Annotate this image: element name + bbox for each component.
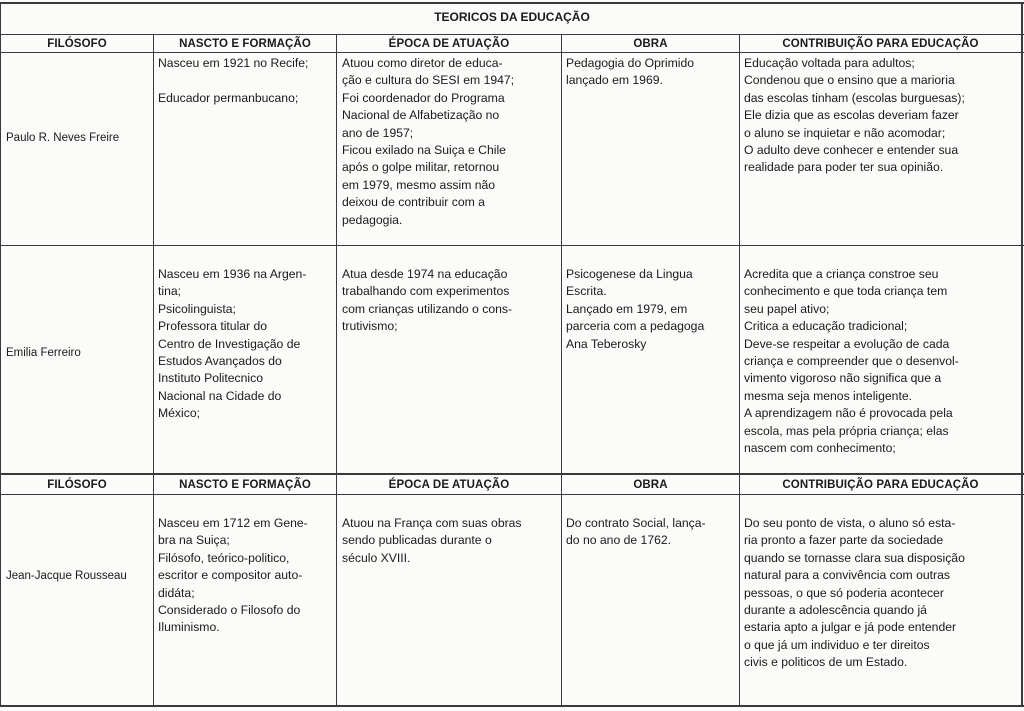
header2-nascimento: NASCTO E FORMAÇÃO [179,479,311,491]
header2-contribuicao: CONTRIBUIÇÃO PARA EDUCAÇÃO [782,479,979,491]
rule-col2 [336,34,337,707]
row3-obra: Do contrato Social, lança- do no ano de 1762. [566,516,706,548]
row2-filosofo: Emilia Ferreiro [6,347,81,359]
rule-top [0,2,1024,4]
header2-filosofo: FILÓSOFO [47,479,107,491]
row1-contribuicao: Educação voltada para adultos; Condenou que o ensino que a marioria das escolas tinham (escolas burguesas); Ele dizia que as escolas deveriam fazer o aluno se inquietar e não acomodar; O adulto deve conhecer e entender sua realidade para poder ter sua opinião. [744,56,965,175]
table-title: TEORICOS DA EDUCAÇÃO [434,10,590,24]
header2-obra: OBRA [633,479,668,491]
rule-col4 [739,34,740,707]
header-contribuicao: CONTRIBUIÇÃO PARA EDUCAÇÃO [782,38,979,50]
rule-right [1021,2,1023,707]
header-epoca: ÉPOCA DE ATUAÇÃO [388,38,510,50]
row2-obra: Psicogenese da Lingua Escrita. Lançado em 1979, em parceria com a pedagoga Ana Teberosky [566,267,705,351]
rule-col1 [153,34,154,707]
header-filosofo: FILÓSOFO [47,38,107,50]
rule-col3 [561,34,562,707]
rule-left [0,2,1,707]
row3-contribuicao: Do seu ponto de vista, o aluno só esta- ria pronto a fazer parte da sociedade quando se tornasse clara sua disposição natural para a convivência com outras pessoas, o que só poderia acontecer durante a adolescência quando já estaria apto a julgar e já pode entender o que já um individuo e ter direitos civis e politicos de um Estado. [744,516,965,670]
row1-nascimento: Nasceu em 1921 no Recife; Educador permanbucano; [158,56,309,105]
row2-epoca: Atua desde 1974 na educação trabalhando com experimentos com crianças utilizando o cons- trutivismo; [342,267,513,334]
header2-epoca: ÉPOCA DE ATUAÇÃO [388,479,510,491]
row1-epoca: Atuou como diretor de educa- ção e cultura do SESI em 1947; Foi coordenador do Programa Nacional de Alfabetização no ano de 1957; Ficou exilado na Suiça e Chile após o golpe militar, retornou em 1979, mesmo assim não deixou de contribuir com a pedagogia. [342,56,515,227]
row3-nascimento: Nasceu em 1712 em Gene- bra na Suiça; Filósofo, teórico-politico, escritor e compositor auto- didáta; Considerado o Filosofo do Iluminismo. [158,516,308,635]
row1-filosofo: Paulo R. Neves Freire [6,132,120,144]
row2-contribuicao: Acredita que a criança constroe seu conhecimento e que toda criança tem seu papel ativo; Critica a educação tradicional; Deve-se respeitar a evolução de cada criança e compreender que o desenvol- vimento vigoroso não significa que a mesma seja menos inteligente. A aprendizagem não é provocada pela escola, mas pela própria criança; elas nascem com conhecimento; [744,267,959,456]
row3-filosofo: Jean-Jacque Rousseau [6,570,127,582]
row1-obra: Pedagogia do Oprimido lançado em 1969. [566,56,695,88]
header-nascimento: NASCTO E FORMAÇÃO [179,38,311,50]
row2-nascimento: Nasceu em 1936 na Argen- tina; Psicolinguista; Professora titular do Centro de Investigação de Estudos Avançados do Instituto Politecnico Nacional na Cidade do México; [158,267,307,421]
header-obra: OBRA [633,38,668,50]
row3-epoca: Atuou na França com suas obras sendo publicadas durante o século XVIII. [342,516,522,565]
